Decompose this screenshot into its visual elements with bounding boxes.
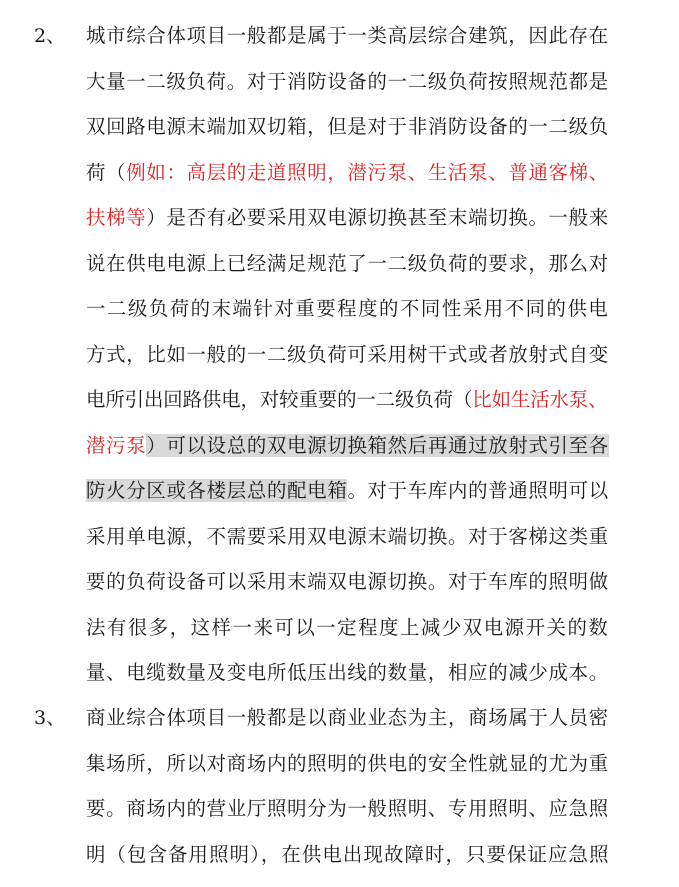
text-line: [86, 655, 609, 691]
text-segment: 说在供电电源上已经满足规范了一二级负荷的要求，那么对: [86, 251, 609, 275]
text-line: [86, 337, 609, 373]
text-line: [86, 564, 609, 600]
highlighted-text: ）可以设总的双电源切换箱然后再通过放射式引至各: [146, 433, 609, 457]
text-segment: 要。商场内的营业厅照明分为一般照明、专用照明、应急照: [86, 797, 609, 820]
red-text: 潜污泵: [86, 433, 147, 457]
item-number: 3、: [34, 707, 66, 729]
text-line: [86, 837, 610, 873]
text-segment: 集场所，所以对商场内的照明的供电的安全性就显的尤为重: [86, 751, 609, 775]
text-segment: 商业综合体项目一般都是以商业业态为主，商场属于人员密: [86, 706, 609, 729]
text-line: [86, 791, 609, 827]
text-segment: ）是否有必要采用双电源切换甚至末端切换。一般来: [146, 206, 609, 229]
text-line: [86, 291, 609, 327]
text-segment: 法有很多，这样一来可以一定程度上减少双电源开关的数: [86, 615, 610, 639]
text-segment: 一二级负荷的末端针对重要程度的不同性采用不同的供电: [86, 297, 610, 320]
text-line: [86, 610, 609, 646]
text-segment: 城市综合体项目一般都是属于一类高层综合建筑，因此存在: [86, 24, 609, 47]
text-line: [86, 382, 607, 418]
text-segment: 要的负荷设备可以采用末端双电源切换。对于车库的照明做: [86, 570, 609, 593]
text-line: [86, 700, 609, 736]
text-line: [86, 155, 609, 191]
red-text: 扶梯等: [86, 206, 147, 229]
text-line: [86, 64, 609, 100]
text-segment: 。对于车库内的普通照明可以: [347, 479, 609, 502]
text-segment: 采用单电源，不需要采用双电源末端切换。对于客梯这类重: [86, 524, 609, 548]
text-line: [86, 200, 609, 236]
text-line: [86, 519, 609, 555]
text-segment: 明（包含备用照明），在供电出现故障时，只要保证应急照: [86, 842, 610, 866]
text-line: [86, 18, 609, 54]
text-segment: 荷（: [86, 160, 127, 184]
highlighted-text: 防火分区或各楼层总的配电箱: [86, 479, 348, 502]
text-line: [86, 246, 609, 282]
text-line: [86, 428, 609, 464]
text-segment: 大量一二级负荷。对于消防设备的一二级负荷按照规范都是: [86, 69, 609, 93]
text-line: [86, 109, 609, 145]
text-segment: 双回路电源末端加双切箱，但是对于非消防设备的一二级负: [86, 115, 609, 138]
red-text: 例如：高层的走道照明，潜污泵、生活泵、普通客梯、: [126, 160, 609, 184]
item-number: 2、: [34, 25, 66, 47]
text-segment: 量、电缆数量及变电所低压出线的数量，相应的减少成本。: [86, 661, 609, 684]
red-text: 比如生活水泵、: [472, 388, 608, 411]
text-line: [86, 746, 609, 782]
text-segment: 方式，比如一般的一二级负荷可采用树干式或者放射式自变: [86, 342, 609, 366]
text-segment: 电所引出回路供电，对较重要的一二级负荷（: [86, 388, 473, 411]
text-line: [86, 473, 609, 509]
